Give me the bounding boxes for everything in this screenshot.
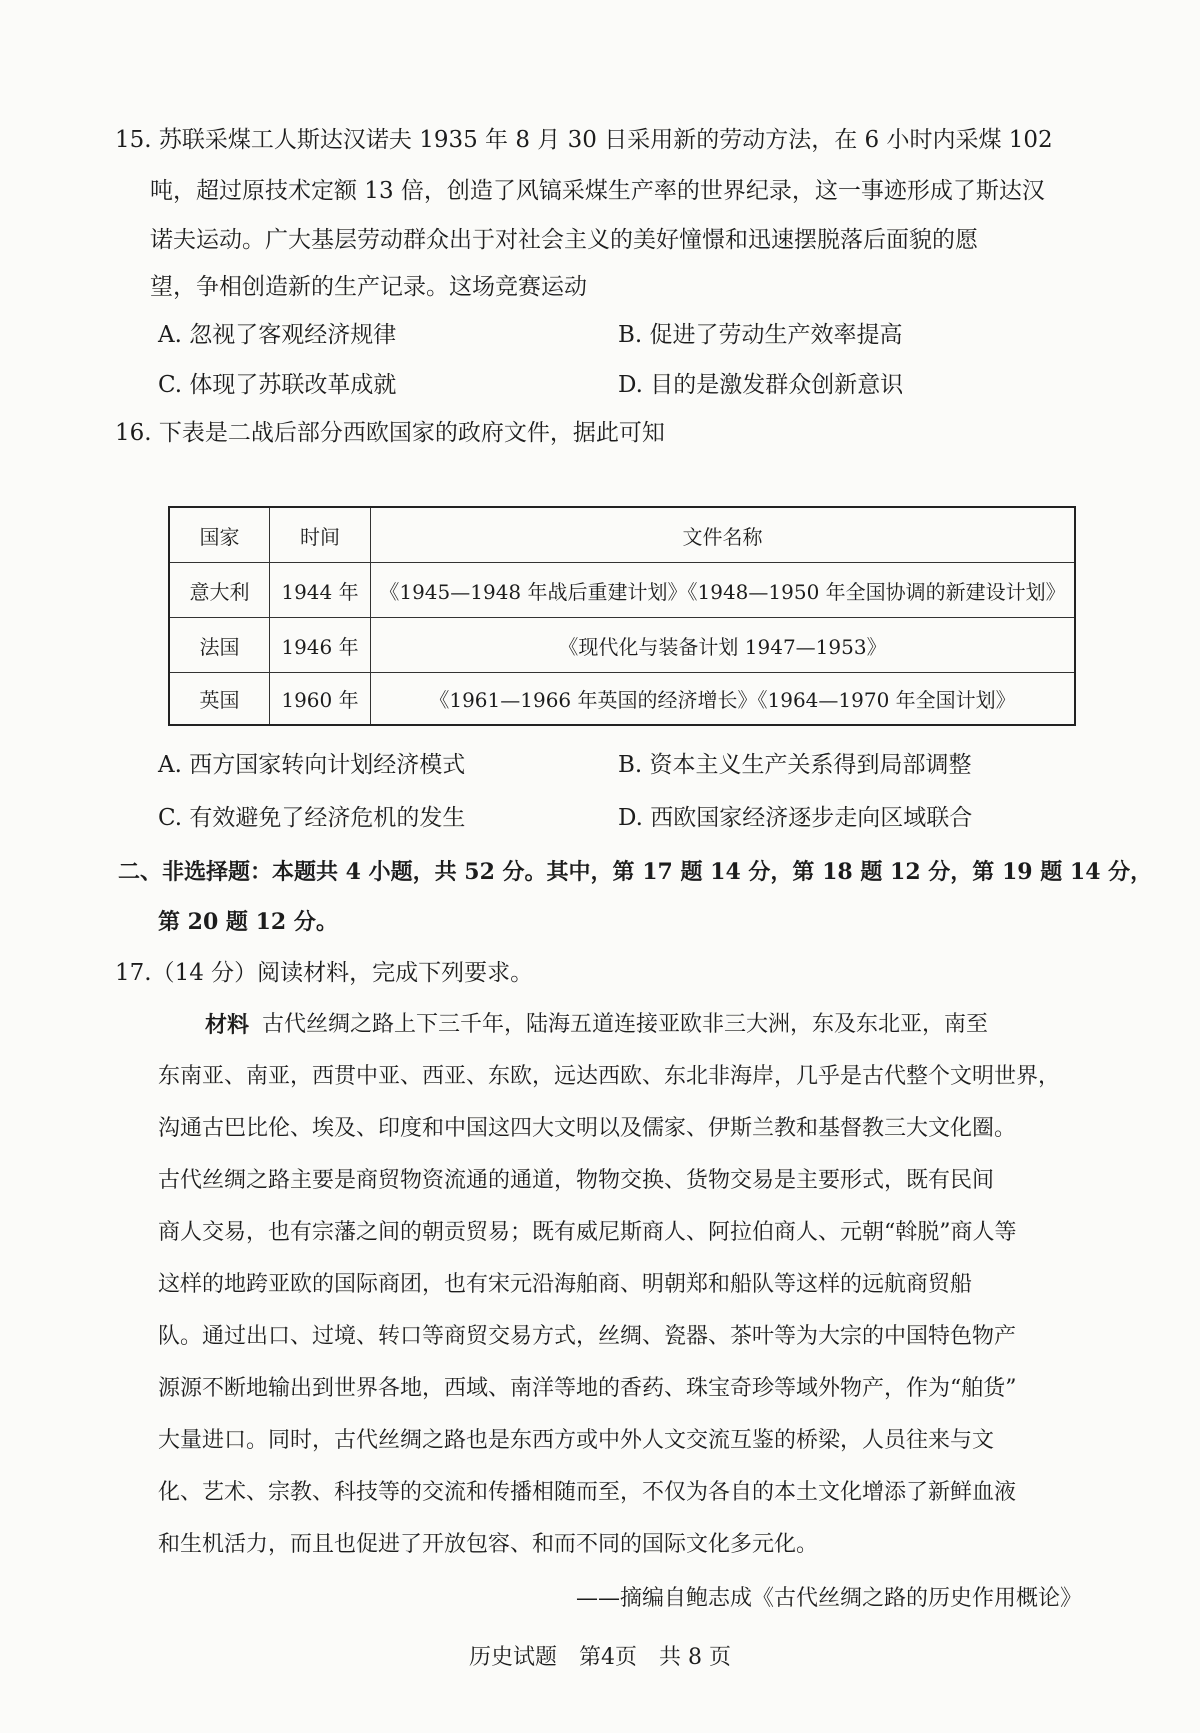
q17-stem: 17.（14 分）阅读材料，完成下列要求。	[115, 960, 534, 986]
q15-line-2: 吨，超过原技术定额 13 倍，创造了风镐采煤生产率的世界纪录，这一事迹形成了斯达汉	[150, 178, 1045, 204]
q16-option-c: C. 有效避免了经济危机的发生	[158, 805, 466, 831]
table-header-row	[170, 508, 1074, 563]
material-line: 化、艺术、宗教、科技等的交流和传播相随而至，不仅为各自的本土文化增添了新鲜血液	[158, 1480, 1017, 1505]
q15-option-c: C. 体现了苏联改革成就	[158, 372, 397, 398]
q16-option-d: D. 西欧国家经济逐步走向区域联合	[618, 805, 973, 831]
material-line: 这样的地跨亚欧的国际商团，也有宋元沿海舶商、明朝郑和船队等这样的远航商贸船	[158, 1272, 973, 1297]
material-line: 队。通过出口、过境、转口等商贸交易方式，丝绸、瓷器、茶叶等为大宗的中国特色物产	[158, 1324, 1017, 1349]
table-header-time: 时间	[270, 508, 371, 562]
table-row	[170, 563, 1074, 618]
table-row	[170, 673, 1074, 724]
q16-option-a: A. 西方国家转向计划经济模式	[158, 752, 466, 778]
material-line: 大量进口。同时，古代丝绸之路也是东西方或中外人文交流互鉴的桥梁，人员往来与文	[158, 1428, 995, 1453]
table-cell-country: 法国	[170, 618, 270, 672]
q15-option-a: A. 忽视了客观经济规律	[158, 322, 397, 348]
q16-option-b: B. 资本主义生产关系得到局部调整	[618, 752, 972, 778]
table-cell-time: 1960 年	[270, 673, 371, 724]
material-line: 古代丝绸之路上下三千年，陆海五道连接亚欧非三大洲，东及东北亚，南至	[262, 1012, 989, 1037]
table-cell-country: 英国	[170, 673, 270, 724]
table-cell-time: 1944 年	[270, 563, 371, 617]
table-cell-document: 《1961—1966 年英国的经济增长》《1964—1970 年全国计划》	[429, 688, 1016, 712]
table-header-country: 国家	[170, 508, 270, 562]
page-footer: 历史试题 第4页 共 8 页	[469, 1645, 731, 1670]
material-line: 古代丝绸之路主要是商贸物资流通的通道，物物交换、货物交易是主要形式，既有民间	[158, 1168, 995, 1193]
q15-line-4: 望，争相创造新的生产记录。这场竞赛运动	[150, 274, 587, 300]
material-source: ——摘编自鲍志成《古代丝绸之路的历史作用概论》	[575, 1586, 1082, 1611]
section2-heading-cont: 第 20 题 12 分。	[158, 909, 338, 935]
table-cell-document: 《1945—1948 年战后重建计划》《1948—1950 年全国协调的新建设计划》	[379, 579, 1066, 604]
table-cell-document: 《现代化与装备计划 1947—1953》	[558, 634, 887, 659]
table-header-document: 文件名称	[682, 524, 763, 549]
material-label: 材料	[205, 1012, 250, 1038]
section2-heading: 二、非选择题：本题共 4 小题，共 52 分。其中，第 17 题 14 分，第 18 题 12 分，第 19 题 14 分，	[118, 859, 1153, 885]
q15-line-3: 诺夫运动。广大基层劳动群众出于对社会主义的美好憧憬和迅速摆脱落后面貌的愿	[150, 227, 978, 253]
material-line: 源源不断地输出到世界各地，西域、南洋等地的香药、珠宝奇珍等域外物产，作为“舶货”	[158, 1376, 1017, 1401]
q16-stem: 16. 下表是二战后部分西欧国家的政府文件，据此可知	[115, 420, 665, 446]
material-line: 东南亚、南亚，西贯中亚、西亚、东欧，远达西欧、东北非海岸，几乎是古代整个文明世界，	[158, 1064, 1061, 1089]
table-row	[170, 618, 1074, 673]
q16-table	[168, 506, 1076, 726]
table-cell-country: 意大利	[170, 563, 270, 617]
material-line: 商人交易，也有宗藩之间的朝贡贸易；既有威尼斯商人、阿拉伯商人、元朝“斡脱”商人等	[158, 1220, 1017, 1245]
material-line: 和生机活力，而且也促进了开放包容、和而不同的国际文化多元化。	[158, 1532, 819, 1557]
table-cell-time: 1946 年	[270, 618, 371, 672]
material-line: 沟通古巴比伦、埃及、印度和中国这四大文明以及儒家、伊斯兰教和基督教三大文化圈。	[158, 1116, 1017, 1141]
q15-line-1: 15. 苏联采煤工人斯达汉诺夫 1935 年 8 月 30 日采用新的劳动方法，在 6 小时内采煤 102	[115, 127, 1053, 153]
q15-option-b: B. 促进了劳动生产效率提高	[618, 322, 903, 348]
q15-option-d: D. 目的是激发群众创新意识	[618, 372, 904, 398]
